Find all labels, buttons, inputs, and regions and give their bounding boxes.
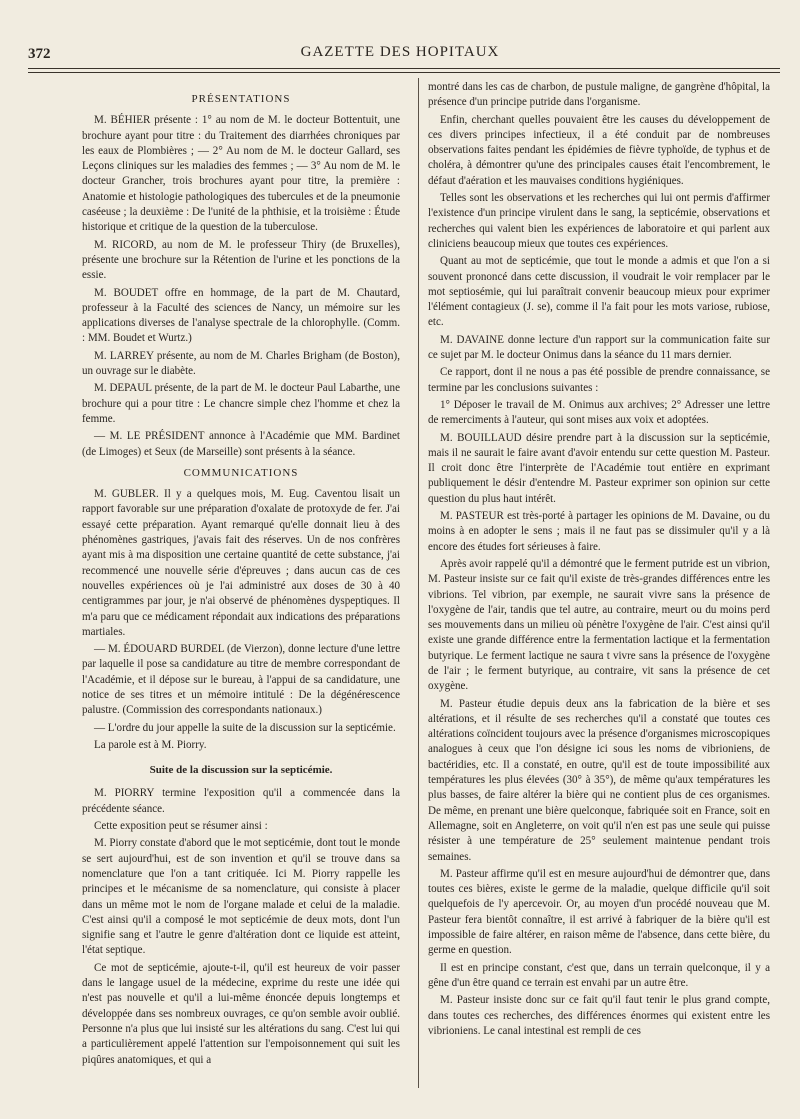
paragraph: 1° Déposer le travail de M. Onimus aux archives; 2° Adresser une lettre de remerciments à l'auteur, qui sont mises aux voix et adoptées. bbox=[428, 398, 770, 427]
journal-title: GAZETTE DES HOPITAUX bbox=[300, 44, 500, 60]
paragraph: M. DEPAUL présente, de la part de M. le docteur Paul Labarthe, une brochure qui a pour titre : Le chancre simple chez l'homme et chez la femme. bbox=[82, 382, 400, 425]
paragraph: M. PASTEUR est très-porté à partager les opinions de M. Davaine, ou du moins à en adopter le sens ; mais il ne faut pas se dissimuler qu'il y a là encore des études fort sérieuses à faire. bbox=[428, 510, 770, 553]
section-title-communications: COMMUNICATIONS bbox=[183, 466, 299, 479]
paragraph: Cette exposition peut se résumer ainsi : bbox=[94, 820, 268, 833]
paragraph: Telles sont les observations et les recherches qui lui ont permis d'affirmer l'existence d'un principe virulent dans le sang, la septicémie, observations et recherches qui valent bien les expériences de laboratoire et qui parlent aux cliniciens beaucoup mieux que toutes ces expériences. bbox=[428, 192, 770, 250]
paragraph: M. Pasteur affirme qu'il est en mesure aujourd'hui de démontrer que, dans toutes ces bières, existe le germe de la maladie, quelque difficile qu'il soit quelquefois de l'y apercevoir. Or, au moyen d'un procédé nouveau que M. Pasteur fera bientôt connaître, il est arrivé à fabriquer de la bière qu'il est impossible de faire altérer, en raison même de l'absence, dans cette bière, du germe en question. bbox=[428, 867, 770, 957]
header-rule-top bbox=[28, 68, 780, 69]
paragraph: Il est en principe constant, c'est que, dans un terrain quelconque, il y a gêne d'un être quand ce terrain est envahi par un autre être. bbox=[428, 961, 770, 989]
paragraph: M. LARREY présente, au nom de M. Charles Brigham (de Boston), un ouvrage sur le diabète. bbox=[82, 349, 400, 378]
paragraph: M. BOUDET offre en hommage, de la part de M. Chautard, professeur à la Faculté des sciences de Nancy, un mémoire sur les applications diverses de l'analyse spectrale de la chlorophylle. (Comm. : MM. Boudet et Wurtz.) bbox=[82, 286, 400, 345]
paragraph: M. BÉHIER présente : 1° au nom de M. le docteur Bottentuit, une brochure ayant pour titre : du Traitement des diarrhées chroniques par les eaux de Plombières ; — 2° Au nom de M. le docteur Gallard, ses Leçons cliniques sur les maladies des femmes ; — 3° Au nom de M. le docteur Grancher, trois brochures ayant pour titre, la première : Anatomie et histologie pathologiques des tubercules et de la pneumonie caséeuse ; la deuxième : De l'unité de la phthisie, et la troisième : Étude historique et critique de la question de la tuberculose. bbox=[82, 114, 400, 234]
paragraph: Après avoir rappelé qu'il a démontré que le ferment putride est un vibrion, M. Pasteur insiste sur ce fait qu'il existe de très-grandes différences entre les vibrions. Tel vibrion, par exemple, ne saurait vivre sans la présence de l'oxygène de l'air, tandis que tel autre, au contraire, meurt ou du moins perd ses mouvements dans un milieu où pénètre l'oxygène de l'air. C'est ainsi qu'il existe une grande différence entre la fermentation lactique et la fermentation butyrique. Le ferment lactique ne saura t vivre sans la présence de l'oxygène de l'air ; le ferment butyrique, au contraire, vit sans la présence de cet oxygène. bbox=[428, 557, 770, 693]
page-number: 372 bbox=[28, 46, 51, 62]
header-rule-bottom bbox=[28, 72, 780, 73]
paragraph: M. PIORRY termine l'exposition qu'il a commencée dans la précédente séance. bbox=[82, 787, 400, 815]
paragraph: Ce rapport, dont il ne nous a pas été possible de prendre connaissance, se termine par les conclusions suivantes : bbox=[428, 366, 770, 394]
right-column bbox=[428, 80, 770, 1041]
paragraph: M. Pasteur étudie depuis deux ans la fabrication de la bière et ses altérations, et il résulte de ses recherches qu'il a constaté que toutes ces altérations coïncident toujours avec la présence d'organismes microscopiques analogues à ceux que l'on désigne ici sous les noms de vibrioniens, de bactéridies, etc. Il a constaté, en outre, qu'il est de toute impossibilité aux températures les plus élevées (30° à 35°), de même qu'aux températures les plus basses, de faire altérer la bière qui ne contient plus de ces organismes. De même, en prenant une bière quelconque, fabriquée soit en France, soit en Allemagne, soit en Angleterre, on voit qu'il n'en est pas une seule qui puisse résister à une température de 25° seulement maintenue pendant trois semaines. bbox=[428, 697, 770, 863]
paragraph: M. DAVAINE donne lecture d'un rapport sur la communication faite sur ce sujet par M. le docteur Onimus dans la séance du 11 mars dernier. bbox=[428, 333, 770, 362]
left-column bbox=[82, 90, 400, 1070]
paragraph: M. Piorry constate d'abord que le mot septicémie, dont tout le monde se sert aujourd'hui, est de son invention et qu'il se trouve dans sa nomenclature que l'on a tant critiquée. Ici M. Piorry rappelle les principes et le mécanisme de sa nomenclature, qui consiste à placer dans un même mot le nom de l'organe malade et celui de la maladie. C'est ainsi qu'il a composé le mot septicémie de deux mots, dont l'un signifie sang et l'autre le genre d'altération dont ce liquide est atteint, l'état septique. bbox=[82, 837, 400, 957]
section-title-presentations: PRÉSENTATIONS bbox=[191, 93, 291, 105]
paragraph: M. Pasteur insiste donc sur ce fait qu'il faut tenir le plus grand compte, dans toutes ces recherches, des différences énormes qui existent entre les vibrioniens. Le canal intestinal est rempli de ces bbox=[428, 994, 770, 1037]
column-divider bbox=[418, 78, 419, 1088]
section-title-septicemia: Suite de la discussion sur la septicémie. bbox=[149, 764, 333, 777]
paragraph: — L'ordre du jour appelle la suite de la discussion sur la septicémie. bbox=[94, 721, 396, 734]
paragraph: M. RICORD, au nom de M. le professeur Thiry (de Bruxelles), présente une brochure sur la Rétention de l'urine et les ponctions de la essie. bbox=[82, 238, 400, 282]
paragraph: montré dans les cas de charbon, de pustule maligne, de gangrène d'hôpital, la présence d'un principe putride dans l'organisme. bbox=[428, 81, 770, 109]
paragraph: — M. ÉDOUARD BURDEL (de Vierzon), donne lecture d'une lettre par laquelle il pose sa candidature au titre de membre correspondant de l'Académie, et il dépose sur le bureau, à l'appui de sa candidature, une notice de ses titres et un mémoire intitulé : De la dégénérescence palustre. (Commission des correspondants nationaux.) bbox=[82, 643, 400, 717]
page-header bbox=[20, 42, 780, 68]
paragraph: Ce mot de septicémie, ajoute-t-il, qu'il est heureux de voir passer dans le langage usuel de la médecine, exprime du reste une idée qui n'est pas nouvelle et qu'il a lui-même énoncée depuis longtemps et développée dans ses nombreux ouvrages, ce qu'on semble avoir oublié. Personne n'a plus que lui insisté sur les altérations du sang. C'est lui qui a particulièrement appelé l'attention sur l'empoisonnement qui suit les piqûres anatomiques, et qui a bbox=[82, 961, 400, 1066]
paragraph: — M. LE PRÉSIDENT annonce à l'Académie que MM. Bardinet (de Limoges) et Seux (de Marseille) sont présents à la séance. bbox=[82, 430, 400, 458]
paragraph: M. GUBLER. Il y a quelques mois, M. Eug. Caventou lisait un rapport favorable sur une préparation d'oxalate de protoxyde de fer. J'ai essayé cette préparation. Ayant remarqué qu'elle donnait lieu à des phénomènes gastriques, j'avais fait des réserves. Un de nos confrères ayant mis à ma disposition une certaine quantité de cette substance, j'ai recommencé une nouvelle série d'épreuves ; dans aucun cas de ces nouvelles expériences où je l'ai administré aux doses de 30 à 40 centigrammes par jour, je n'ai observé de phénomènes dyspeptiques. Il m'a paru que ce médicament répondait aux indications des préparations martiales. bbox=[82, 488, 400, 638]
paragraph: Quant au mot de septicémie, que tout le monde a admis et que l'on a si souvent prononcé dans cette discussion, il voudrait le voir remplacer par le mot septiosémie, qui lui paraîtrait convenir beaucoup mieux pour exprimer l'élément contagieux (J. se), comme il l'a fait pour les mots variose, rubiose, etc. bbox=[428, 255, 770, 329]
paragraph: M. BOUILLAUD désire prendre part à la discussion sur la septicémie, mais il ne saurait le faire avant d'avoir entendu sur cette question M. Pasteur. Il croit donc être l'interprète de l'Académie tout entière en exprimant publiquement le désir d'entendre M. Pasteur exprimer son opinion sur cette question du plus haut intérêt. bbox=[428, 431, 770, 505]
paragraph: Enfin, cherchant quelles pouvaient être les causes du développement de ces divers principes infectieux, il a été conduit par de nombreuses observations faites pendant les épidémies de fièvre typhoïde, de typhus et de choléra, à démontrer qu'une des principales causes était l'encombrement, le défaut d'aération et les mauvaises conditions hygiéniques. bbox=[428, 113, 770, 187]
paragraph: La parole est à M. Piorry. bbox=[94, 738, 207, 751]
